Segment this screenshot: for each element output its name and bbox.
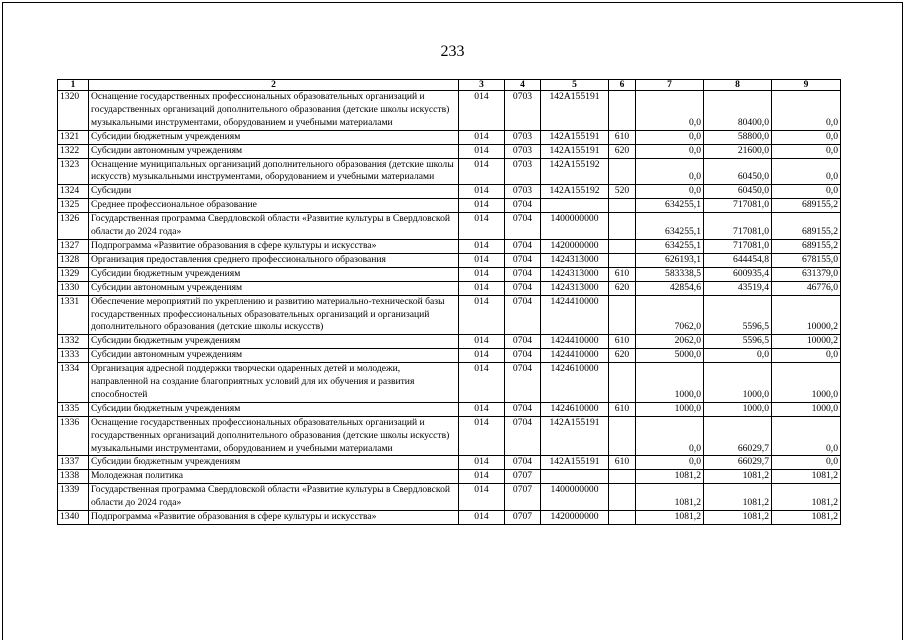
row-value-col8: 21600,0 [704, 144, 772, 158]
column-header: 2 [89, 80, 459, 91]
row-value-col9: 0,0 [772, 91, 841, 131]
row-admin-code: 014 [459, 511, 505, 525]
row-value-col9: 0,0 [772, 185, 841, 199]
row-section-code: 0704 [505, 239, 541, 253]
row-number: 1324 [58, 185, 89, 199]
row-expense-code: 620 [609, 144, 636, 158]
column-header: 8 [704, 80, 772, 91]
row-value-col9: 0,0 [772, 158, 841, 185]
row-admin-code: 014 [459, 335, 505, 349]
row-section-code: 0703 [505, 158, 541, 185]
row-name: Оснащение государственных профессиональных образовательных организаций и государственных организаций дополнительного образования (детские школы искусств) музыкальными инструментами, оборудованием и учебными материалами [89, 416, 459, 456]
row-expense-code [609, 239, 636, 253]
row-admin-code: 014 [459, 239, 505, 253]
row-value-col9: 1081,2 [772, 511, 841, 525]
row-value-col9: 689155,2 [772, 199, 841, 213]
row-expense-code [609, 253, 636, 267]
row-name: Субсидии [89, 185, 459, 199]
row-value-col7: 42854,6 [636, 281, 704, 295]
row-name: Субсидии бюджетным учреждениям [89, 130, 459, 144]
table-row [58, 130, 841, 144]
row-target-code: 1400000000 [541, 213, 609, 240]
budget-table [57, 79, 841, 525]
row-value-col8: 717081,0 [704, 213, 772, 240]
row-value-col9: 631379,0 [772, 267, 841, 281]
row-name: Субсидии бюджетным учреждениям [89, 267, 459, 281]
row-number: 1323 [58, 158, 89, 185]
row-expense-code: 610 [609, 130, 636, 144]
row-value-col9: 10000,2 [772, 295, 841, 335]
row-target-code: 142А155191 [541, 456, 609, 470]
row-value-col9: 10000,2 [772, 335, 841, 349]
row-value-col8: 1081,2 [704, 511, 772, 525]
row-value-col8: 644454,8 [704, 253, 772, 267]
row-value-col9: 1081,2 [772, 470, 841, 484]
row-name: Среднее профессиональное образование [89, 199, 459, 213]
row-admin-code: 014 [459, 199, 505, 213]
table-row [58, 402, 841, 416]
row-expense-code: 620 [609, 349, 636, 363]
row-number: 1336 [58, 416, 89, 456]
row-value-col8: 600935,4 [704, 267, 772, 281]
row-number: 1321 [58, 130, 89, 144]
row-name: Субсидии автономным учреждениям [89, 349, 459, 363]
table-row [58, 511, 841, 525]
row-section-code: 0704 [505, 199, 541, 213]
table-row [58, 239, 841, 253]
row-admin-code: 014 [459, 144, 505, 158]
row-name: Организация предоставления среднего профессионального образования [89, 253, 459, 267]
row-admin-code: 014 [459, 253, 505, 267]
row-value-col9: 0,0 [772, 349, 841, 363]
row-target-code: 142А155192 [541, 158, 609, 185]
row-expense-code: 610 [609, 267, 636, 281]
row-value-col8: 0,0 [704, 349, 772, 363]
row-section-code: 0703 [505, 144, 541, 158]
row-value-col9: 689155,2 [772, 239, 841, 253]
row-admin-code: 014 [459, 470, 505, 484]
table-row [58, 416, 841, 456]
row-admin-code: 014 [459, 158, 505, 185]
row-value-col7: 0,0 [636, 144, 704, 158]
row-number: 1329 [58, 267, 89, 281]
row-target-code: 1424610000 [541, 363, 609, 403]
row-value-col7: 2062,0 [636, 335, 704, 349]
row-admin-code: 014 [459, 416, 505, 456]
column-header: 7 [636, 80, 704, 91]
column-header: 5 [541, 80, 609, 91]
column-header: 3 [459, 80, 505, 91]
table-body [58, 91, 841, 525]
row-value-col8: 80400,0 [704, 91, 772, 131]
row-admin-code: 014 [459, 456, 505, 470]
table-row [58, 213, 841, 240]
row-target-code [541, 199, 609, 213]
row-expense-code [609, 416, 636, 456]
row-number: 1339 [58, 484, 89, 511]
row-expense-code: 610 [609, 402, 636, 416]
row-admin-code: 014 [459, 295, 505, 335]
row-value-col7: 1000,0 [636, 402, 704, 416]
row-number: 1332 [58, 335, 89, 349]
row-value-col8: 58800,0 [704, 130, 772, 144]
row-target-code: 1424610000 [541, 402, 609, 416]
row-name: Субсидии бюджетным учреждениям [89, 456, 459, 470]
row-name: Подпрограмма «Развитие образования в сфере культуры и искусства» [89, 511, 459, 525]
column-header: 9 [772, 80, 841, 91]
row-section-code: 0704 [505, 253, 541, 267]
row-section-code: 0704 [505, 281, 541, 295]
row-target-code: 1420000000 [541, 511, 609, 525]
row-value-col7: 7062,0 [636, 295, 704, 335]
row-value-col8: 66029,7 [704, 456, 772, 470]
row-target-code: 1424313000 [541, 267, 609, 281]
row-number: 1340 [58, 511, 89, 525]
row-target-code: 142А155191 [541, 144, 609, 158]
row-name: Субсидии бюджетным учреждениям [89, 335, 459, 349]
row-expense-code [609, 199, 636, 213]
row-admin-code: 014 [459, 363, 505, 403]
row-section-code: 0704 [505, 402, 541, 416]
row-name: Обеспечение мероприятий по укреплению и развитию материально-технической базы государственных профессиональных образовательных организаций и организаций дополнительного образования (детские школы искусств) [89, 295, 459, 335]
row-number: 1327 [58, 239, 89, 253]
row-value-col7: 1000,0 [636, 363, 704, 403]
row-number: 1320 [58, 91, 89, 131]
row-number: 1334 [58, 363, 89, 403]
row-value-col7: 0,0 [636, 91, 704, 131]
row-number: 1325 [58, 199, 89, 213]
row-value-col7: 1081,2 [636, 484, 704, 511]
row-value-col9: 0,0 [772, 130, 841, 144]
column-header: 6 [609, 80, 636, 91]
row-expense-code [609, 158, 636, 185]
row-admin-code: 014 [459, 130, 505, 144]
row-number: 1338 [58, 470, 89, 484]
row-expense-code [609, 511, 636, 525]
row-section-code: 0704 [505, 267, 541, 281]
row-section-code: 0704 [505, 456, 541, 470]
row-name: Государственная программа Свердловской области «Развитие культуры в Свердловской области до 2024 года» [89, 484, 459, 511]
row-admin-code: 014 [459, 267, 505, 281]
row-value-col7: 0,0 [636, 456, 704, 470]
row-name: Субсидии автономным учреждениям [89, 144, 459, 158]
row-number: 1330 [58, 281, 89, 295]
row-section-code: 0707 [505, 470, 541, 484]
row-expense-code [609, 213, 636, 240]
row-number: 1328 [58, 253, 89, 267]
row-number: 1326 [58, 213, 89, 240]
row-admin-code: 014 [459, 484, 505, 511]
row-value-col7: 634255,1 [636, 239, 704, 253]
table-row [58, 158, 841, 185]
row-expense-code [609, 470, 636, 484]
row-section-code: 0704 [505, 363, 541, 403]
row-expense-code: 620 [609, 281, 636, 295]
table-row [58, 185, 841, 199]
row-value-col9: 46776,0 [772, 281, 841, 295]
row-expense-code: 610 [609, 456, 636, 470]
row-value-col9: 0,0 [772, 416, 841, 456]
row-target-code: 1424410000 [541, 335, 609, 349]
row-expense-code: 610 [609, 335, 636, 349]
row-target-code: 142А155191 [541, 416, 609, 456]
row-admin-code: 014 [459, 185, 505, 199]
row-name: Государственная программа Свердловской области «Развитие культуры в Свердловской области до 2024 года» [89, 213, 459, 240]
row-value-col7: 634255,1 [636, 213, 704, 240]
row-name: Оснащение муниципальных организаций дополнительного образования (детские школы искусств) музыкальными инструментами, оборудованием и учебными материалами [89, 158, 459, 185]
table-row [58, 484, 841, 511]
row-name: Подпрограмма «Развитие образования в сфере культуры и искусства» [89, 239, 459, 253]
row-section-code: 0704 [505, 295, 541, 335]
row-section-code: 0707 [505, 484, 541, 511]
row-admin-code: 014 [459, 213, 505, 240]
row-value-col9: 678155,0 [772, 253, 841, 267]
row-number: 1322 [58, 144, 89, 158]
row-value-col8: 5596,5 [704, 335, 772, 349]
row-section-code: 0704 [505, 349, 541, 363]
table-header-row [58, 80, 841, 91]
table-row [58, 281, 841, 295]
row-target-code: 1424410000 [541, 349, 609, 363]
row-value-col7: 0,0 [636, 158, 704, 185]
row-value-col8: 60450,0 [704, 185, 772, 199]
row-expense-code [609, 484, 636, 511]
table-row [58, 267, 841, 281]
table-row [58, 456, 841, 470]
row-section-code: 0703 [505, 185, 541, 199]
row-number: 1335 [58, 402, 89, 416]
row-value-col8: 66029,7 [704, 416, 772, 456]
row-value-col8: 1081,2 [704, 470, 772, 484]
row-value-col7: 1081,2 [636, 511, 704, 525]
row-value-col9: 0,0 [772, 456, 841, 470]
row-section-code: 0703 [505, 130, 541, 144]
row-expense-code: 520 [609, 185, 636, 199]
table-row [58, 253, 841, 267]
row-section-code: 0707 [505, 511, 541, 525]
row-section-code: 0704 [505, 213, 541, 240]
table-row [58, 199, 841, 213]
row-expense-code [609, 363, 636, 403]
row-value-col8: 1000,0 [704, 402, 772, 416]
row-target-code: 142А155191 [541, 130, 609, 144]
row-target-code: 1424313000 [541, 281, 609, 295]
row-value-col7: 0,0 [636, 185, 704, 199]
row-number: 1333 [58, 349, 89, 363]
row-target-code: 1400000000 [541, 484, 609, 511]
row-value-col8: 1000,0 [704, 363, 772, 403]
row-name: Оснащение государственных профессиональных образовательных организаций и государственных организаций дополнительного образования (детские школы искусств) музыкальными инструментами, оборудованием и учебными материалами [89, 91, 459, 131]
row-target-code: 142А155192 [541, 185, 609, 199]
row-section-code: 0704 [505, 335, 541, 349]
row-value-col9: 1000,0 [772, 402, 841, 416]
table-row [58, 349, 841, 363]
row-name: Организация адресной поддержки творчески одаренных детей и молодежи, направленной на создание благоприятных условий для их обучения и развития способностей [89, 363, 459, 403]
row-target-code: 1424313000 [541, 253, 609, 267]
row-section-code: 0704 [505, 416, 541, 456]
row-value-col9: 0,0 [772, 144, 841, 158]
table-row [58, 91, 841, 131]
row-value-col7: 5000,0 [636, 349, 704, 363]
row-target-code [541, 470, 609, 484]
column-header: 1 [58, 80, 89, 91]
row-value-col7: 634255,1 [636, 199, 704, 213]
row-name: Субсидии бюджетным учреждениям [89, 402, 459, 416]
row-value-col8: 60450,0 [704, 158, 772, 185]
table-row [58, 144, 841, 158]
row-value-col8: 43519,4 [704, 281, 772, 295]
column-header: 4 [505, 80, 541, 91]
row-value-col7: 0,0 [636, 416, 704, 456]
row-admin-code: 014 [459, 91, 505, 131]
row-target-code: 1420000000 [541, 239, 609, 253]
row-admin-code: 014 [459, 349, 505, 363]
row-value-col9: 1081,2 [772, 484, 841, 511]
table-row [58, 363, 841, 403]
row-admin-code: 014 [459, 402, 505, 416]
row-target-code: 1424410000 [541, 295, 609, 335]
row-expense-code [609, 91, 636, 131]
row-admin-code: 014 [459, 281, 505, 295]
row-value-col7: 583338,5 [636, 267, 704, 281]
table-row [58, 335, 841, 349]
table-row [58, 470, 841, 484]
row-value-col7: 1081,2 [636, 470, 704, 484]
row-target-code: 142А155191 [541, 91, 609, 131]
row-value-col8: 5596,5 [704, 295, 772, 335]
page-number: 233 [440, 43, 465, 60]
table-row [58, 295, 841, 335]
row-number: 1331 [58, 295, 89, 335]
row-name: Молодежная политика [89, 470, 459, 484]
row-expense-code [609, 295, 636, 335]
row-value-col8: 717081,0 [704, 239, 772, 253]
row-name: Субсидии автономным учреждениям [89, 281, 459, 295]
row-value-col8: 717081,0 [704, 199, 772, 213]
row-section-code: 0703 [505, 91, 541, 131]
row-value-col9: 689155,2 [772, 213, 841, 240]
row-value-col7: 626193,1 [636, 253, 704, 267]
row-number: 1337 [58, 456, 89, 470]
row-value-col8: 1081,2 [704, 484, 772, 511]
row-value-col7: 0,0 [636, 130, 704, 144]
row-value-col9: 1000,0 [772, 363, 841, 403]
